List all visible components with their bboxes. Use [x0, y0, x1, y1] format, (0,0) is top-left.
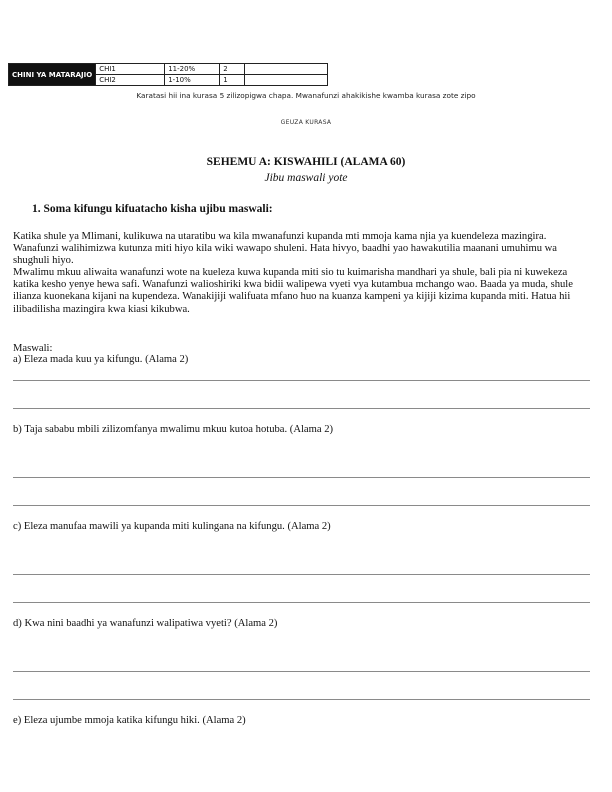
answer-line[interactable]: [13, 602, 590, 603]
grading-points: 1: [220, 75, 245, 86]
answer-line[interactable]: [13, 699, 590, 700]
grading-extra: [245, 64, 328, 75]
turn-page-label: GEUZA KURASA: [280, 119, 332, 126]
answer-line[interactable]: [13, 408, 590, 409]
answer-line[interactable]: [13, 671, 590, 672]
passage-paragraph: Mwalimu mkuu aliwaita wanafunzi wote na kueleza kuwa kupanda miti sio tu kuimarisha mandhari ya shule, bali pia ni kuwekeza katika kesho yenye hewa safi. Wanafunzi walioshiriki kwa bidii walipewa vyeti vya kutambua mchango wao. Baada ya muda, shule ilianza kuonekana kijani na kupendeza. Wanakijiji walifuata mfano huo na kuanza kampeni ya kijiji kizima kupanda miti. Hatua hii ilibadilisha mazingira kwa kiasi kikubwa.: [13, 267, 573, 315]
question-b: b) Taja sababu mbili zilizomfanya mwalimu mkuu kutoa hotuba. (Alama 2): [13, 424, 334, 435]
answer-line[interactable]: [13, 505, 590, 506]
passage-paragraph: Katika shule ya Mlimani, kulikuwa na utaratibu wa kila mwanafunzi kupanda mti mmoja kama njia ya kuendeleza mazingira. Wanafunzi walihimizwa kutunza miti hiyo kila wiki wawapo shuleni. Hata hivyo, baadhi yao hawakutilia maanani umuhimu wa shughuli hiyo.: [13, 231, 557, 267]
grading-table: [8, 63, 328, 86]
question-e: e) Eleza ujumbe mmoja katika kifungu hiki. (Alama 2): [13, 715, 246, 726]
pages-note: Karatasi hii ina kurasa 5 zilizopigwa chapa. Mwanafunzi ahakikishe kwamba kurasa zote zipo: [136, 91, 476, 100]
grading-points: 2: [220, 64, 245, 75]
grading-code: CHI1: [96, 64, 165, 75]
question-a: a) Eleza mada kuu ya kifungu. (Alama 2): [13, 354, 189, 365]
grading-range: 1-10%: [165, 75, 220, 86]
section-subtitle: Jibu maswali yote: [264, 172, 348, 184]
question-heading: 1. Soma kifungu kifuatacho kisha ujibu maswali:: [32, 203, 273, 215]
grading-code: CHI2: [96, 75, 165, 86]
grading-extra: [245, 75, 328, 86]
answer-line[interactable]: [13, 574, 590, 575]
answer-line[interactable]: [13, 380, 590, 381]
question-d: d) Kwa nini baadhi ya wanafunzi walipatiwa vyeti? (Alama 2): [13, 618, 278, 629]
grading-header: CHINI YA MATARAJIO: [9, 64, 96, 86]
questions-label: Maswali:: [13, 343, 53, 354]
reading-passage: [13, 231, 593, 316]
question-c: c) Eleza manufaa mawili ya kupanda miti kulingana na kifungu. (Alama 2): [13, 521, 331, 532]
section-title: SEHEMU A: KISWAHILI (ALAMA 60): [206, 156, 406, 168]
answer-line[interactable]: [13, 477, 590, 478]
grading-range: 11-20%: [165, 64, 220, 75]
grading-row: [9, 64, 328, 75]
